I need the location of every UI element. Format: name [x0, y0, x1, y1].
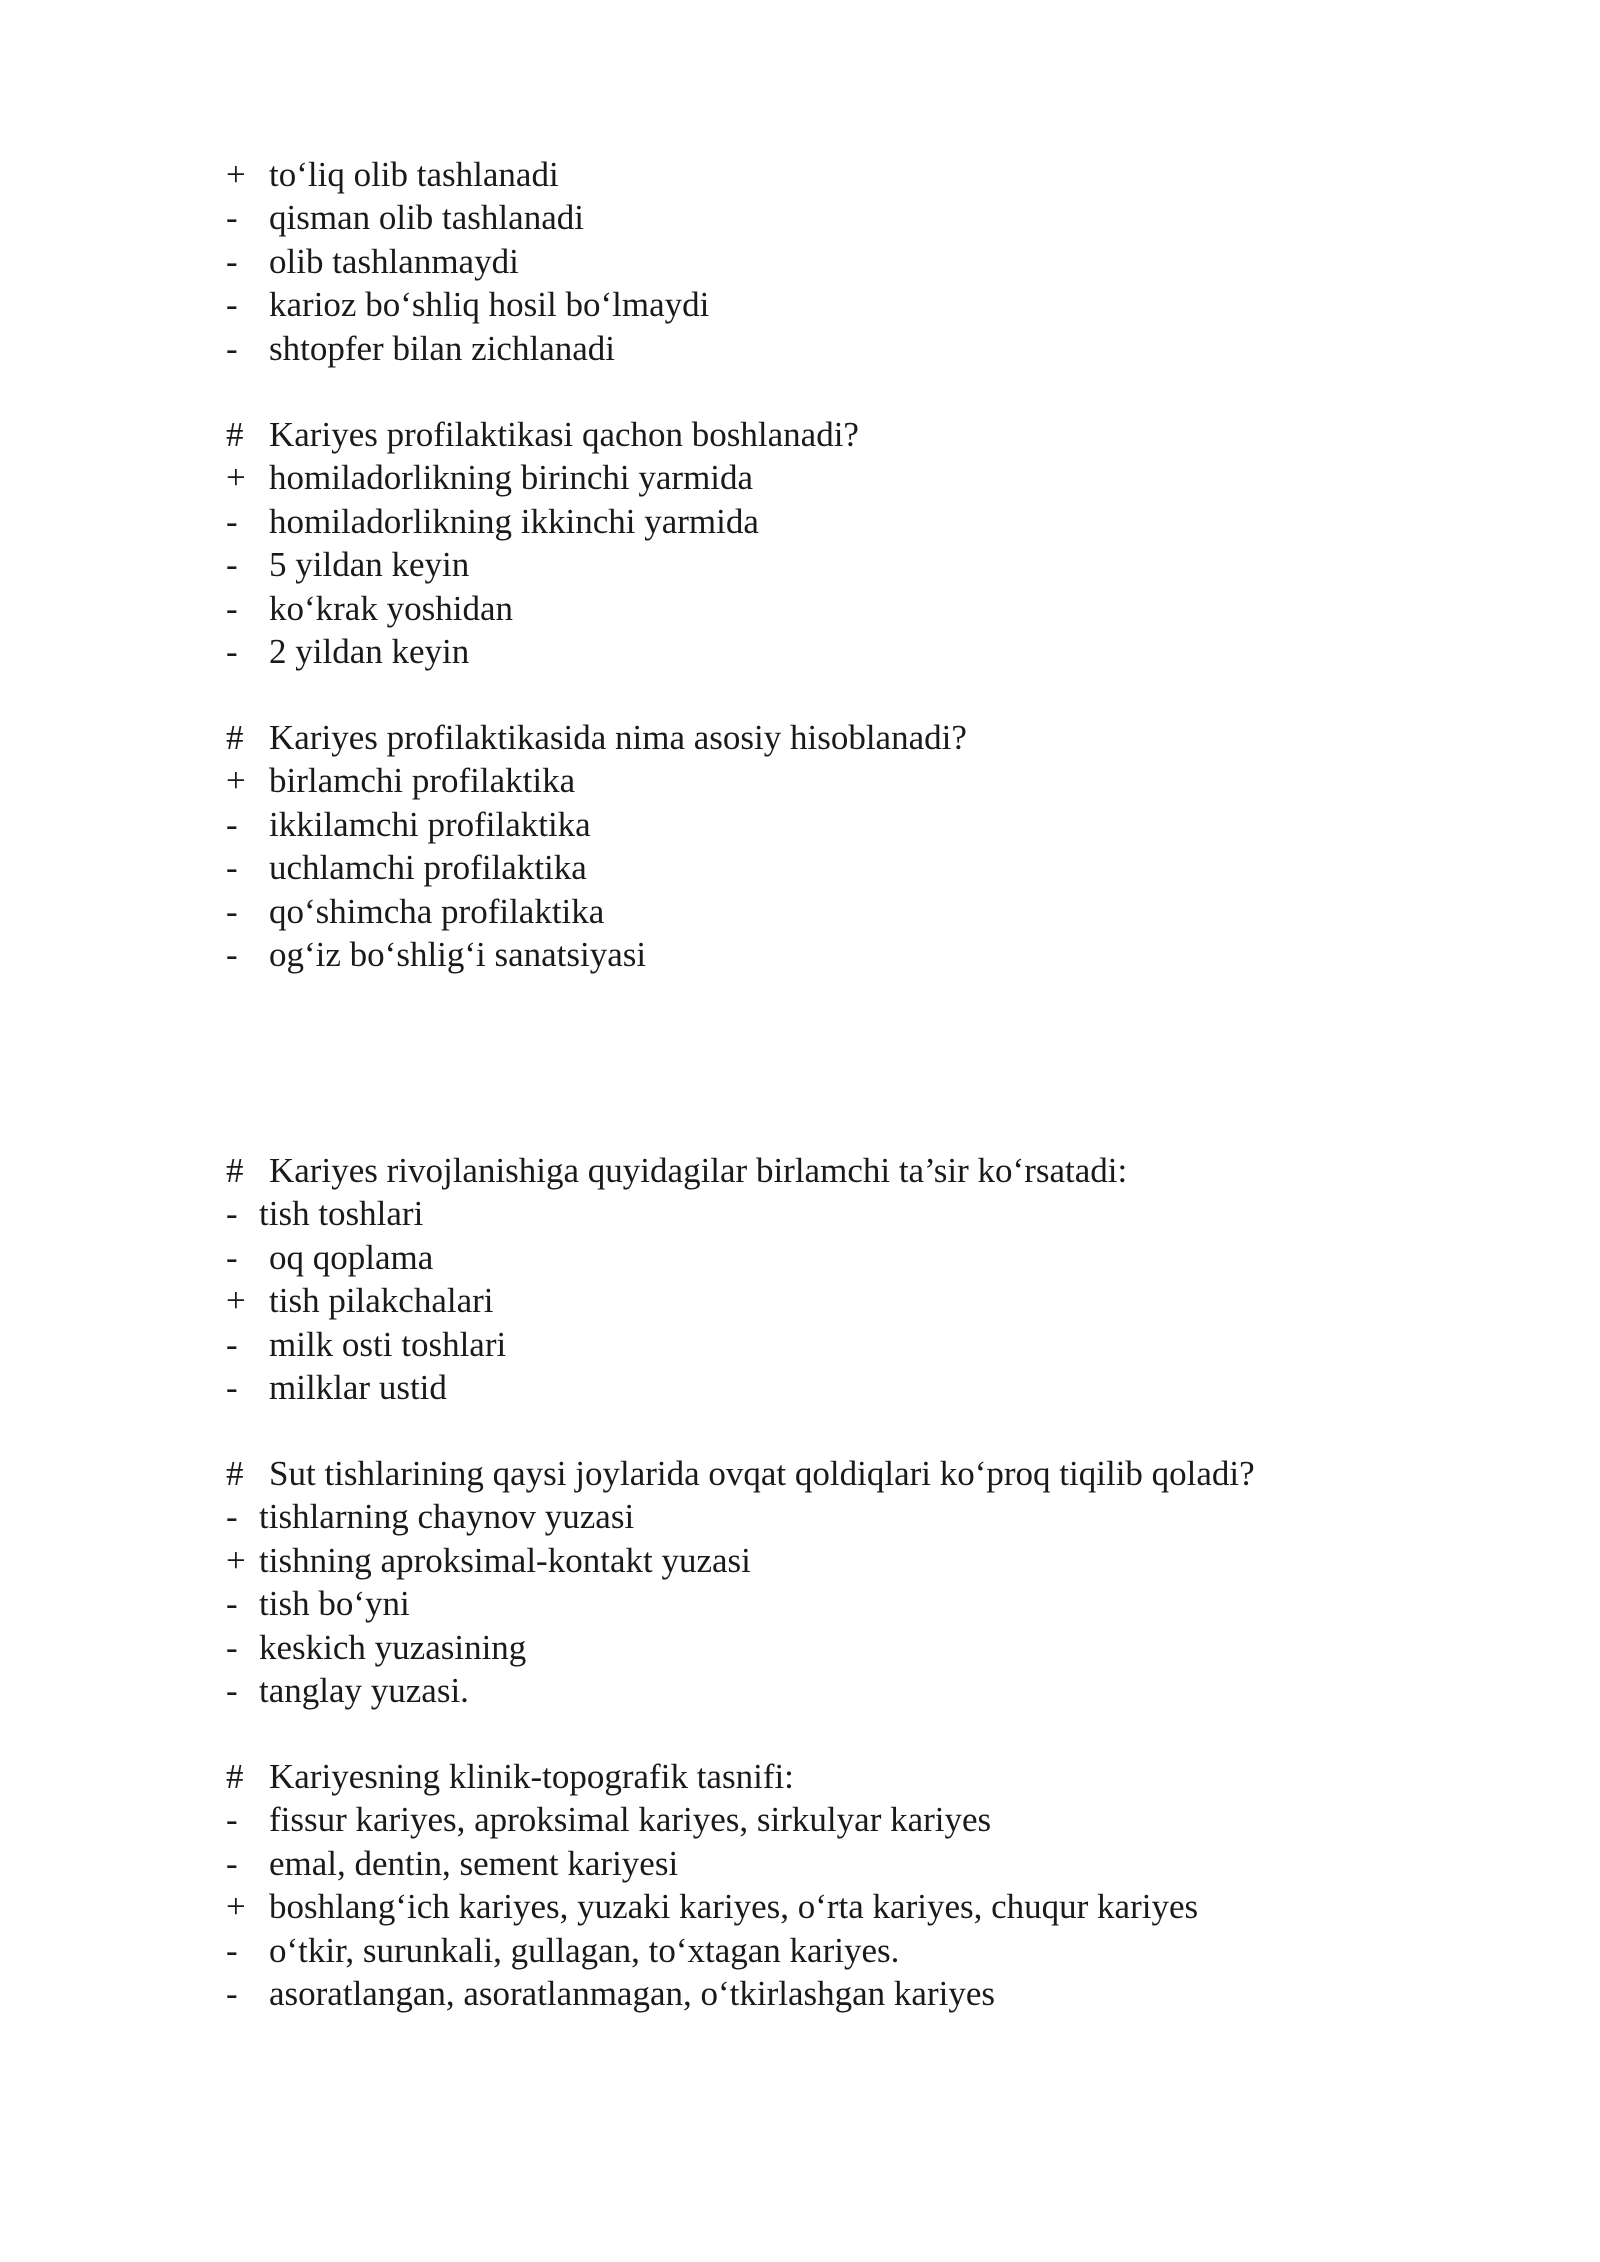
- option-text: karioz bo‘shliq hosil bo‘lmaydi: [269, 285, 710, 325]
- option-marker: -: [226, 1194, 238, 1234]
- option-text: fissur kariyes, aproksimal kariyes, sirkulyar kariyes: [269, 1800, 992, 1840]
- option-text: asoratlangan, asoratlanmagan, o‘tkirlashgan kariyes: [269, 1973, 995, 2013]
- option-marker: -: [226, 1324, 238, 1364]
- option-text: og‘iz bo‘shlig‘i sanatsiyasi: [269, 934, 647, 974]
- answer-option: [226, 1236, 1426, 1279]
- answer-option: [226, 803, 1426, 846]
- question-marker: #: [226, 1151, 244, 1190]
- question-marker: #: [226, 415, 244, 454]
- option-marker: +: [226, 761, 246, 801]
- option-text: emal, dentin, sement kariyesi: [269, 1843, 679, 1883]
- option-text: ikkilamchi profilaktika: [269, 804, 591, 844]
- option-marker: -: [226, 1627, 238, 1667]
- option-text: oq qoplama: [269, 1237, 434, 1277]
- answer-option: [226, 283, 1426, 326]
- question-block: [226, 1452, 1426, 1712]
- option-text: ko‘krak yoshidan: [269, 588, 513, 628]
- option-text: shtopfer bilan zichlanadi: [269, 328, 615, 368]
- option-text: keskich yuzasining: [259, 1627, 527, 1667]
- answer-option: [226, 1972, 1426, 2015]
- option-marker: -: [226, 631, 238, 671]
- answer-option: [226, 327, 1426, 370]
- option-marker: +: [226, 458, 246, 498]
- answer-option: [226, 1842, 1426, 1885]
- option-text: tishning aproksimal-kontakt yuzasi: [259, 1540, 751, 1580]
- answer-option: [226, 587, 1426, 630]
- answer-option: [226, 1669, 1426, 1712]
- answer-option: [226, 890, 1426, 933]
- option-text: 2 yildan keyin: [269, 631, 470, 671]
- question-text: Kariyes profilaktikasida nima asosiy hisoblanadi?: [269, 718, 967, 757]
- answer-option: [226, 153, 1426, 196]
- option-marker: -: [226, 1584, 238, 1624]
- option-marker: -: [226, 1367, 238, 1407]
- option-marker: -: [226, 285, 238, 325]
- answer-option: [226, 630, 1426, 673]
- option-marker: -: [226, 1237, 238, 1277]
- answer-option: [226, 1929, 1426, 1972]
- answer-option: [226, 933, 1426, 976]
- question-line: [226, 1452, 1426, 1495]
- question-marker: #: [226, 1757, 244, 1796]
- question-line: [226, 716, 1426, 759]
- option-text: tish toshlari: [259, 1194, 424, 1234]
- answer-option: [226, 456, 1426, 499]
- option-marker: -: [226, 198, 238, 238]
- answer-option: [226, 1885, 1426, 1928]
- option-marker: -: [226, 1843, 238, 1883]
- option-marker: -: [226, 1973, 238, 2013]
- option-text: tish pilakchalari: [269, 1281, 494, 1321]
- answer-option: [226, 759, 1426, 802]
- answer-option: [226, 500, 1426, 543]
- answer-list-continued: [226, 153, 1426, 370]
- option-text: milk osti toshlari: [269, 1324, 507, 1364]
- answer-option: [226, 846, 1426, 889]
- question-marker: #: [226, 718, 244, 757]
- option-text: to‘liq olib tashlanadi: [269, 155, 559, 194]
- answer-option: [226, 196, 1426, 239]
- option-marker: -: [226, 328, 238, 368]
- option-text: 5 yildan keyin: [269, 545, 470, 585]
- option-text: homiladorlikning birinchi yarmida: [269, 458, 754, 498]
- option-marker: +: [226, 1540, 246, 1580]
- option-marker: -: [226, 1497, 238, 1537]
- option-text: qisman olib tashlanadi: [269, 198, 584, 238]
- option-text: homiladorlikning ikkinchi yarmida: [269, 501, 759, 541]
- answer-option: [226, 1279, 1426, 1322]
- question-text: Kariyes rivojlanishiga quyidagilar birlamchi ta’sir ko‘rsatadi:: [269, 1151, 1128, 1190]
- option-marker: -: [226, 934, 238, 974]
- answer-option: [226, 1495, 1426, 1538]
- option-marker: -: [226, 1930, 238, 1970]
- option-marker: -: [226, 588, 238, 628]
- question-marker: #: [226, 1454, 244, 1493]
- answer-option: [226, 1323, 1426, 1366]
- question-line: [226, 1149, 1426, 1192]
- option-marker: -: [226, 1670, 238, 1710]
- option-text: o‘tkir, surunkali, gullagan, to‘xtagan kariyes.: [269, 1930, 900, 1970]
- answer-option: [226, 1798, 1426, 1841]
- option-text: qo‘shimcha profilaktika: [269, 891, 605, 931]
- option-marker: +: [226, 1281, 246, 1321]
- option-text: milklar ustid: [269, 1367, 447, 1407]
- option-text: birlamchi profilaktika: [269, 761, 576, 801]
- option-text: tanglay yuzasi.: [259, 1670, 469, 1710]
- answer-option: [226, 1539, 1426, 1582]
- option-marker: -: [226, 848, 238, 888]
- question-text: Kariyes profilaktikasi qachon boshlanadi?: [269, 415, 859, 454]
- option-marker: -: [226, 501, 238, 541]
- option-marker: -: [226, 241, 238, 281]
- option-text: boshlang‘ich kariyes, yuzaki kariyes, o‘rta kariyes, chuqur kariyes: [269, 1887, 1199, 1927]
- option-marker: +: [226, 1887, 246, 1927]
- answer-option: [226, 240, 1426, 283]
- answer-option: [226, 1626, 1426, 1669]
- answer-option: [226, 1366, 1426, 1409]
- question-line: [226, 1755, 1426, 1798]
- question-block: [226, 716, 1426, 976]
- option-marker: -: [226, 1800, 238, 1840]
- option-text: olib tashlanmaydi: [269, 241, 519, 281]
- question-block: [226, 1755, 1426, 2015]
- question-text: Kariyesning klinik-topografik tasnifi:: [269, 1757, 794, 1796]
- question-block: [226, 1149, 1426, 1409]
- option-marker: +: [226, 155, 246, 194]
- option-text: uchlamchi profilaktika: [269, 848, 587, 888]
- answer-option: [226, 1582, 1426, 1625]
- question-text: Sut tishlarining qaysi joylarida ovqat qoldiqlari ko‘proq tiqilib qoladi?: [269, 1454, 1255, 1493]
- question-line: [226, 413, 1426, 456]
- option-text: tish bo‘yni: [259, 1584, 410, 1624]
- option-text: tishlarning chaynov yuzasi: [259, 1497, 635, 1537]
- answer-option: [226, 543, 1426, 586]
- option-marker: -: [226, 545, 238, 585]
- question-block: [226, 413, 1426, 673]
- option-marker: -: [226, 804, 238, 844]
- option-marker: -: [226, 891, 238, 931]
- answer-option: [226, 1192, 1426, 1235]
